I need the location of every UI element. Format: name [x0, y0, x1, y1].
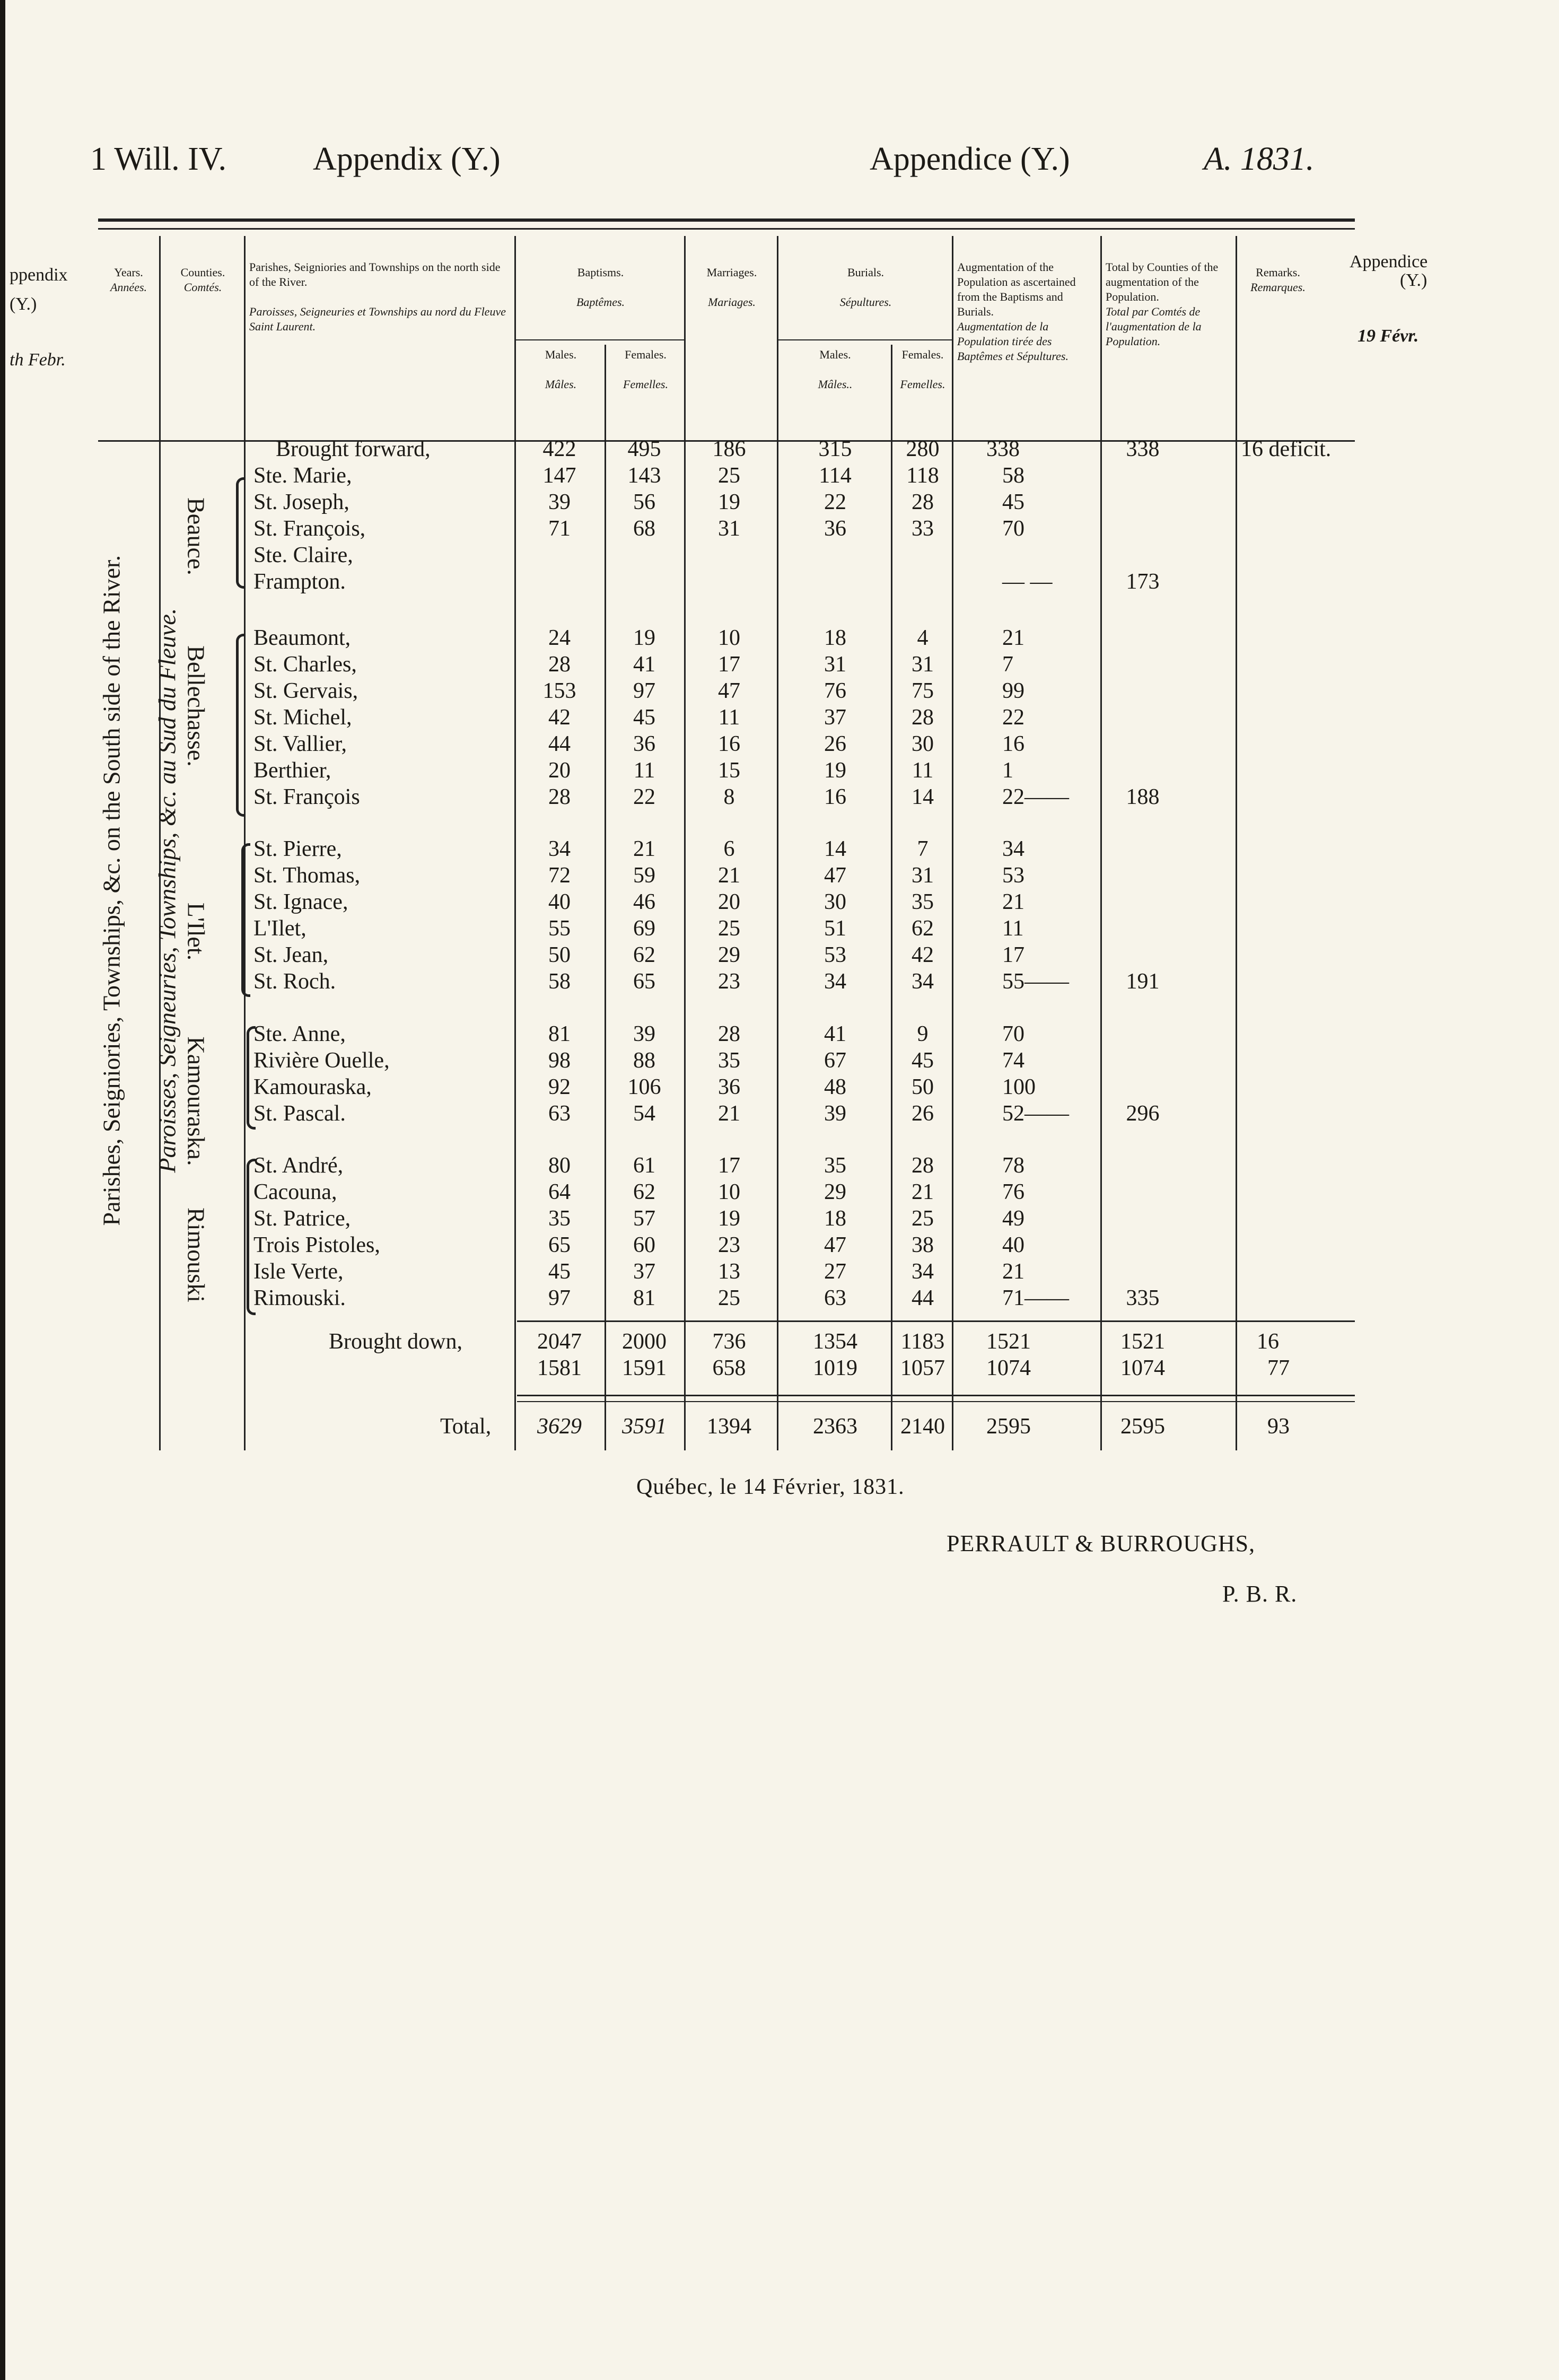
cell-bur-females: 26 [912, 1101, 934, 1126]
cell-bur-females: 45 [912, 1048, 934, 1073]
cell-bur-males: 63 [824, 1286, 846, 1310]
cell-bapt-females: 1591 [622, 1356, 667, 1380]
cell-bur-males: 315 [818, 437, 852, 461]
cell-augmentation: 21 [1002, 626, 1024, 650]
parish-name: Ste. Marie, [253, 463, 352, 488]
cell-bapt-females: 45 [633, 705, 655, 730]
cell-bur-females: 31 [912, 863, 934, 888]
cell-bapt-females: 88 [633, 1048, 655, 1073]
parish-name: St. Joseph, [253, 490, 349, 514]
parish-name: Cacouna, [253, 1180, 337, 1204]
cell-bapt-females: 59 [633, 863, 655, 888]
cell-augmentation: 71—— [1002, 1286, 1069, 1310]
parish-name: St. Gervais, [253, 679, 358, 703]
header-baptisms-females: Females. Femelles. [623, 348, 668, 391]
cell-marriages: 10 [718, 626, 740, 650]
cell-augmentation: 70 [1002, 517, 1024, 541]
cell-bapt-males: 55 [548, 916, 571, 941]
cell-marriages: 10 [718, 1180, 740, 1204]
cell-augmentation: 78 [1002, 1153, 1024, 1178]
cell-bur-females: 2140 [900, 1414, 945, 1439]
cell-augmentation: 49 [1002, 1206, 1024, 1231]
table-row [0, 704, 1559, 731]
cell-bur-females: 62 [912, 916, 934, 941]
cell-bur-females: 75 [912, 679, 934, 703]
cell-bur-males: 18 [824, 626, 846, 650]
right-margin-line1: Appendice [1350, 252, 1428, 272]
cell-marriages: 736 [712, 1329, 746, 1354]
header-years: Years. Années. [110, 266, 147, 294]
left-margin-line2: (Y.) [10, 294, 37, 314]
cell-bapt-females: 62 [633, 943, 655, 967]
cell-bapt-males: 3629 [537, 1414, 582, 1439]
parish-name: St. Patrice, [253, 1206, 351, 1231]
cell-bur-males: 27 [824, 1259, 846, 1284]
total-rule-2 [517, 1401, 1355, 1402]
cell-bur-females: 14 [912, 785, 934, 809]
table-row [0, 568, 1559, 595]
running-head-left: 1 Will. IV. [90, 141, 227, 177]
cell-county-total: 338 [1126, 437, 1160, 461]
cell-marriages: 23 [718, 1233, 740, 1257]
header-baptisms: Baptisms. Baptêmes. [576, 266, 625, 309]
cell-bapt-males: 34 [548, 837, 571, 861]
table-row [0, 889, 1559, 915]
cell-bur-females: 34 [912, 1259, 934, 1284]
cell-county-total: 173 [1126, 570, 1160, 594]
brought-down-row-2 [0, 1355, 1559, 1381]
cell-bur-males: 31 [824, 652, 846, 677]
county-label-rimouski: Rimouski [182, 1208, 210, 1302]
brought-forward-row [0, 436, 1559, 462]
cell-bapt-females: 11 [633, 758, 655, 783]
cell-augmentation: 58 [1002, 463, 1024, 488]
cell-bapt-males: 42 [548, 705, 571, 730]
cell-bapt-males: 58 [548, 969, 571, 994]
cell-bur-males: 1019 [813, 1356, 857, 1380]
cell-bapt-males: 40 [548, 890, 571, 914]
cell-bur-males: 67 [824, 1048, 846, 1073]
cell-bur-females: 30 [912, 732, 934, 756]
table-row [0, 515, 1559, 542]
table-row [0, 651, 1559, 678]
cell-augmentation: 100 [1002, 1075, 1036, 1099]
cell-bur-males: 18 [824, 1206, 846, 1231]
cell-augmentation: 45 [1002, 490, 1024, 514]
county-label-lilet: L'Ilet. [182, 902, 210, 961]
cell-county-total: 191 [1126, 969, 1160, 994]
cell-bapt-males: 65 [548, 1233, 571, 1257]
parish-name: St. François, [253, 517, 366, 541]
brought-down-row-1 [0, 1328, 1559, 1355]
cell-marriages: 8 [723, 785, 735, 809]
table-row [0, 1074, 1559, 1100]
top-rule-thick [98, 218, 1355, 222]
cell-bur-females: 44 [912, 1286, 934, 1310]
cell-marriages: 186 [712, 437, 746, 461]
cell-bur-females: 28 [912, 1153, 934, 1178]
cell-bapt-males: 63 [548, 1101, 571, 1126]
cell-augmentation: 76 [1002, 1180, 1024, 1204]
cell-bapt-females: 106 [627, 1075, 661, 1099]
running-head-left-title: Appendix (Y.) [313, 141, 501, 177]
parish-name: St. Ignace, [253, 890, 348, 914]
cell-remarks: 93 [1267, 1414, 1290, 1439]
cell-augmentation: 55—— [1002, 969, 1069, 994]
cell-bapt-males: 153 [542, 679, 576, 703]
cell-augmentation: 22 [1002, 705, 1024, 730]
table-row [0, 489, 1559, 515]
cell-augmentation: — — [1002, 570, 1053, 594]
cell-bapt-females: 60 [633, 1233, 655, 1257]
cell-bur-males: 39 [824, 1101, 846, 1126]
cell-bur-males: 37 [824, 705, 846, 730]
cell-bur-males: 47 [824, 1233, 846, 1257]
cell-bur-females: 280 [906, 437, 940, 461]
cell-county-total: 296 [1126, 1101, 1160, 1126]
county-label-kamouraska: Kamouraska. [182, 1036, 210, 1166]
cell-augmentation: 17 [1002, 943, 1024, 967]
parish-name: Rivière Ouelle, [253, 1048, 390, 1073]
cell-marriages: 658 [712, 1356, 746, 1380]
cell-bur-females: 35 [912, 890, 934, 914]
cell-bur-males: 36 [824, 517, 846, 541]
cell-augmentation: 338 [986, 437, 1020, 461]
cell-bur-females: 28 [912, 705, 934, 730]
cell-marriages: 13 [718, 1259, 740, 1284]
cell-bur-males: 14 [824, 837, 846, 861]
table-row [0, 757, 1559, 784]
county-label-beauce: Beauce. [182, 497, 210, 575]
cell-augmentation: 1 [1002, 758, 1013, 783]
cell-county-total: 1074 [1120, 1356, 1165, 1380]
cell-marriages: 23 [718, 969, 740, 994]
parish-name: Frampton. [253, 570, 346, 594]
cell-bur-males: 30 [824, 890, 846, 914]
cell-bur-females: 28 [912, 490, 934, 514]
cell-bur-males: 47 [824, 863, 846, 888]
cell-bapt-females: 57 [633, 1206, 655, 1231]
brought-down-label: Brought down, [329, 1329, 462, 1354]
cell-marriages: 28 [718, 1022, 740, 1046]
cell-bapt-males: 2047 [537, 1329, 582, 1354]
signature: PERRAULT & BURROUGHS, [947, 1530, 1256, 1556]
table-row [0, 542, 1559, 568]
brought-down-rule [517, 1320, 1355, 1322]
header-counties: Counties. Comtés. [180, 266, 225, 294]
table-row [0, 862, 1559, 889]
cell-augmentation: 74 [1002, 1048, 1024, 1073]
header-burials: Burials. Sépultures. [839, 266, 892, 309]
cell-marriages: 19 [718, 1206, 740, 1231]
cell-bapt-females: 3591 [622, 1414, 667, 1439]
parish-name: St. Thomas, [253, 863, 361, 888]
cell-bapt-males: 147 [542, 463, 576, 488]
cell-bur-males: 1354 [813, 1329, 857, 1354]
cell-bapt-males: 35 [548, 1206, 571, 1231]
cell-bur-females: 1057 [900, 1356, 945, 1380]
parish-name: L'Ilet, [253, 916, 306, 941]
cell-bur-females: 25 [912, 1206, 934, 1231]
cell-bur-females: 33 [912, 517, 934, 541]
header-baptisms-males: Males. Mâles. [545, 348, 577, 391]
table-row [0, 1152, 1559, 1179]
cell-bur-females: 34 [912, 969, 934, 994]
cell-bur-males: 26 [824, 732, 846, 756]
cell-bur-males: 41 [824, 1022, 846, 1046]
cell-remarks: 77 [1267, 1356, 1290, 1380]
cell-bapt-females: 61 [633, 1153, 655, 1178]
cell-augmentation: 1521 [986, 1329, 1031, 1354]
cell-county-total: 188 [1126, 785, 1160, 809]
cell-marriages: 11 [718, 705, 740, 730]
parish-name: St. Pascal. [253, 1101, 346, 1126]
table-row [0, 1021, 1559, 1047]
cell-bapt-males: 20 [548, 758, 571, 783]
cell-bapt-males: 28 [548, 785, 571, 809]
cell-bapt-females: 41 [633, 652, 655, 677]
cell-county-total: 2595 [1120, 1414, 1165, 1439]
header-augmentation: Augmentation of the Population as ascertained from the Baptisms and Burials. Augmentation de la Population tirée des Baptêmes et Sépultures. [957, 260, 1076, 363]
right-margin-line3: 19 Févr. [1357, 326, 1419, 346]
header-burials-males: Males. Mâles.. [818, 348, 853, 391]
signature-title: P. B. R. [1222, 1581, 1298, 1607]
cell-augmentation: 2595 [986, 1414, 1031, 1439]
parish-name: Beaumont, [253, 626, 351, 650]
table-row [0, 1047, 1559, 1074]
cell-augmentation: 99 [1002, 679, 1024, 703]
cell-bapt-females: 21 [633, 837, 655, 861]
cell-bapt-males: 72 [548, 863, 571, 888]
cell-bapt-males: 71 [548, 517, 571, 541]
cell-bur-males: 35 [824, 1153, 846, 1178]
table-row [0, 678, 1559, 704]
cell-bapt-females: 54 [633, 1101, 655, 1126]
cell-bapt-males: 1581 [537, 1356, 582, 1380]
parish-name: St. Jean, [253, 943, 329, 967]
cell-bapt-females: 62 [633, 1180, 655, 1204]
cell-bur-females: 118 [906, 463, 939, 488]
parish-name: St. Michel, [253, 705, 352, 730]
parish-name: St. André, [253, 1153, 344, 1178]
cell-bapt-females: 37 [633, 1259, 655, 1284]
cell-bapt-females: 143 [627, 463, 661, 488]
table-row [0, 1205, 1559, 1232]
cell-bapt-females: 495 [627, 437, 661, 461]
cell-bur-males: 51 [824, 916, 846, 941]
brought-forward-label: Brought forward, [276, 437, 431, 461]
table-row [0, 625, 1559, 651]
table-row [0, 968, 1559, 995]
cell-bur-males: 16 [824, 785, 846, 809]
cell-bur-males: 34 [824, 969, 846, 994]
cell-bur-males: 76 [824, 679, 846, 703]
side-title-french: Paroisses, Seigneuries, Townships, &c. au Sud du Fleuve. [153, 608, 181, 1173]
cell-marriages: 16 [718, 732, 740, 756]
header-county-total: Total by Counties of the augmentation of the Population. Total par Comtés de l'augmentation de la Population. [1106, 260, 1219, 348]
cell-remarks: 16 [1257, 1329, 1279, 1354]
cell-augmentation: 16 [1002, 732, 1024, 756]
cell-marriages: 25 [718, 1286, 740, 1310]
cell-bapt-males: 92 [548, 1075, 571, 1099]
cell-marriages: 25 [718, 463, 740, 488]
cell-bur-females: 9 [917, 1022, 929, 1046]
right-margin-line2: (Y.) [1400, 270, 1427, 290]
running-head-right: A. 1831. [1204, 141, 1315, 177]
table-row [0, 1100, 1559, 1127]
cell-bur-males: 114 [819, 463, 852, 488]
cell-bapt-males: 39 [548, 490, 571, 514]
cell-bapt-males: 24 [548, 626, 571, 650]
cell-marriages: 20 [718, 890, 740, 914]
cell-augmentation: 22—— [1002, 785, 1069, 809]
table-row [0, 915, 1559, 942]
side-title-english: Parishes, Seigniories, Townships, &c. on the South side of the River. [98, 555, 125, 1226]
parish-name: St. Charles, [253, 652, 357, 677]
cell-bapt-males: 422 [542, 437, 576, 461]
table-row [0, 462, 1559, 489]
place-date: Québec, le 14 Février, 1831. [636, 1475, 905, 1499]
running-head-right-title: Appendice (Y.) [870, 141, 1070, 177]
cell-bapt-males: 81 [548, 1022, 571, 1046]
parish-name: Berthier, [253, 758, 331, 783]
cell-bapt-females: 46 [633, 890, 655, 914]
cell-bapt-females: 36 [633, 732, 655, 756]
cell-bur-males: 48 [824, 1075, 846, 1099]
header-remarks: Remarks. Remarques. [1250, 266, 1306, 294]
cell-bur-females: 50 [912, 1075, 934, 1099]
parish-name: Ste. Claire, [253, 543, 353, 567]
cell-bur-males: 29 [824, 1180, 846, 1204]
parish-name: St. Roch. [253, 969, 336, 994]
cell-marriages: 21 [718, 1101, 740, 1126]
parish-name: St. François [253, 785, 360, 809]
header-burials-females: Females. Femelles. [900, 348, 945, 391]
cell-bapt-males: 44 [548, 732, 571, 756]
cell-bur-females: 38 [912, 1233, 934, 1257]
table-row [0, 1258, 1559, 1285]
cell-bapt-females: 81 [633, 1286, 655, 1310]
cell-bapt-males: 97 [548, 1286, 571, 1310]
cell-augmentation: 21 [1002, 890, 1024, 914]
cell-bur-males: 19 [824, 758, 846, 783]
parish-name: St. Vallier, [253, 732, 347, 756]
cell-augmentation: 11 [1002, 916, 1024, 941]
cell-bur-females: 42 [912, 943, 934, 967]
cell-bapt-males: 28 [548, 652, 571, 677]
cell-augmentation: 70 [1002, 1022, 1024, 1046]
cell-bapt-females: 65 [633, 969, 655, 994]
cell-marriages: 19 [718, 490, 740, 514]
cell-bapt-males: 64 [548, 1180, 571, 1204]
cell-bur-females: 21 [912, 1180, 934, 1204]
top-rule-thin [98, 228, 1355, 230]
cell-marriages: 35 [718, 1048, 740, 1073]
table-row [0, 942, 1559, 968]
cell-bur-males: 2363 [813, 1414, 857, 1439]
cell-bapt-males: 98 [548, 1048, 571, 1073]
cell-marriages: 36 [718, 1075, 740, 1099]
total-rule-1 [517, 1395, 1355, 1396]
cell-marriages: 25 [718, 916, 740, 941]
cell-augmentation: 1074 [986, 1356, 1031, 1380]
cell-bapt-females: 19 [633, 626, 655, 650]
cell-marriages: 17 [718, 1153, 740, 1178]
cell-augmentation: 7 [1002, 652, 1013, 677]
cell-marriages: 29 [718, 943, 740, 967]
cell-marriages: 6 [723, 837, 735, 861]
cell-bur-females: 31 [912, 652, 934, 677]
cell-augmentation: 52—— [1002, 1101, 1069, 1126]
cell-marriages: 21 [718, 863, 740, 888]
cell-bapt-males: 80 [548, 1153, 571, 1178]
table-row [0, 1232, 1559, 1258]
cell-bur-males: 53 [824, 943, 846, 967]
table-row [0, 836, 1559, 862]
cell-augmentation: 53 [1002, 863, 1024, 888]
cell-bur-females: 7 [917, 837, 929, 861]
parish-name: Ste. Anne, [253, 1022, 346, 1046]
header-parishes: Parishes, Seigniories and Townships on the north side of the River. Paroisses, Seigneuries et Townships au nord du Fleuve Saint Laurent. [249, 260, 506, 333]
parish-name: Isle Verte, [253, 1259, 344, 1284]
total-label: Total, [440, 1414, 492, 1439]
cell-remarks: 16 deficit. [1241, 437, 1332, 461]
total-row [0, 1413, 1559, 1440]
cell-bapt-females: 22 [633, 785, 655, 809]
cell-bur-females: 4 [917, 626, 929, 650]
parish-name: St. Pierre, [253, 837, 342, 861]
cell-marriages: 15 [718, 758, 740, 783]
cell-bapt-females: 56 [633, 490, 655, 514]
cell-marriages: 17 [718, 652, 740, 677]
cell-bapt-males: 50 [548, 943, 571, 967]
table-row [0, 731, 1559, 757]
cell-bapt-females: 69 [633, 916, 655, 941]
table-row [0, 784, 1559, 810]
cell-marriages: 31 [718, 517, 740, 541]
cell-marriages: 47 [718, 679, 740, 703]
parish-name: Trois Pistoles, [253, 1233, 380, 1257]
cell-bapt-females: 39 [633, 1022, 655, 1046]
cell-county-total: 1521 [1120, 1329, 1165, 1354]
cell-bur-females: 11 [912, 758, 934, 783]
header-marriages: Marriages. Mariages. [706, 266, 757, 309]
cell-bapt-males: 45 [548, 1259, 571, 1284]
cell-bapt-females: 68 [633, 517, 655, 541]
cell-bapt-females: 97 [633, 679, 655, 703]
county-label-bellechasse: Bellechasse. [182, 645, 210, 767]
parish-name: Rimouski. [253, 1286, 346, 1310]
cell-bur-males: 22 [824, 490, 846, 514]
cell-county-total: 335 [1126, 1286, 1160, 1310]
cell-augmentation: 34 [1002, 837, 1024, 861]
cell-bur-females: 1183 [900, 1329, 945, 1354]
parish-name: Kamouraska, [253, 1075, 372, 1099]
left-margin-line3: th Febr. [10, 350, 66, 370]
left-margin-line1: ppendix [10, 265, 68, 285]
cell-marriages: 1394 [707, 1414, 751, 1439]
cell-bapt-females: 2000 [622, 1329, 667, 1354]
cell-augmentation: 21 [1002, 1259, 1024, 1284]
table-row [0, 1285, 1559, 1311]
cell-augmentation: 40 [1002, 1233, 1024, 1257]
table-row [0, 1179, 1559, 1205]
